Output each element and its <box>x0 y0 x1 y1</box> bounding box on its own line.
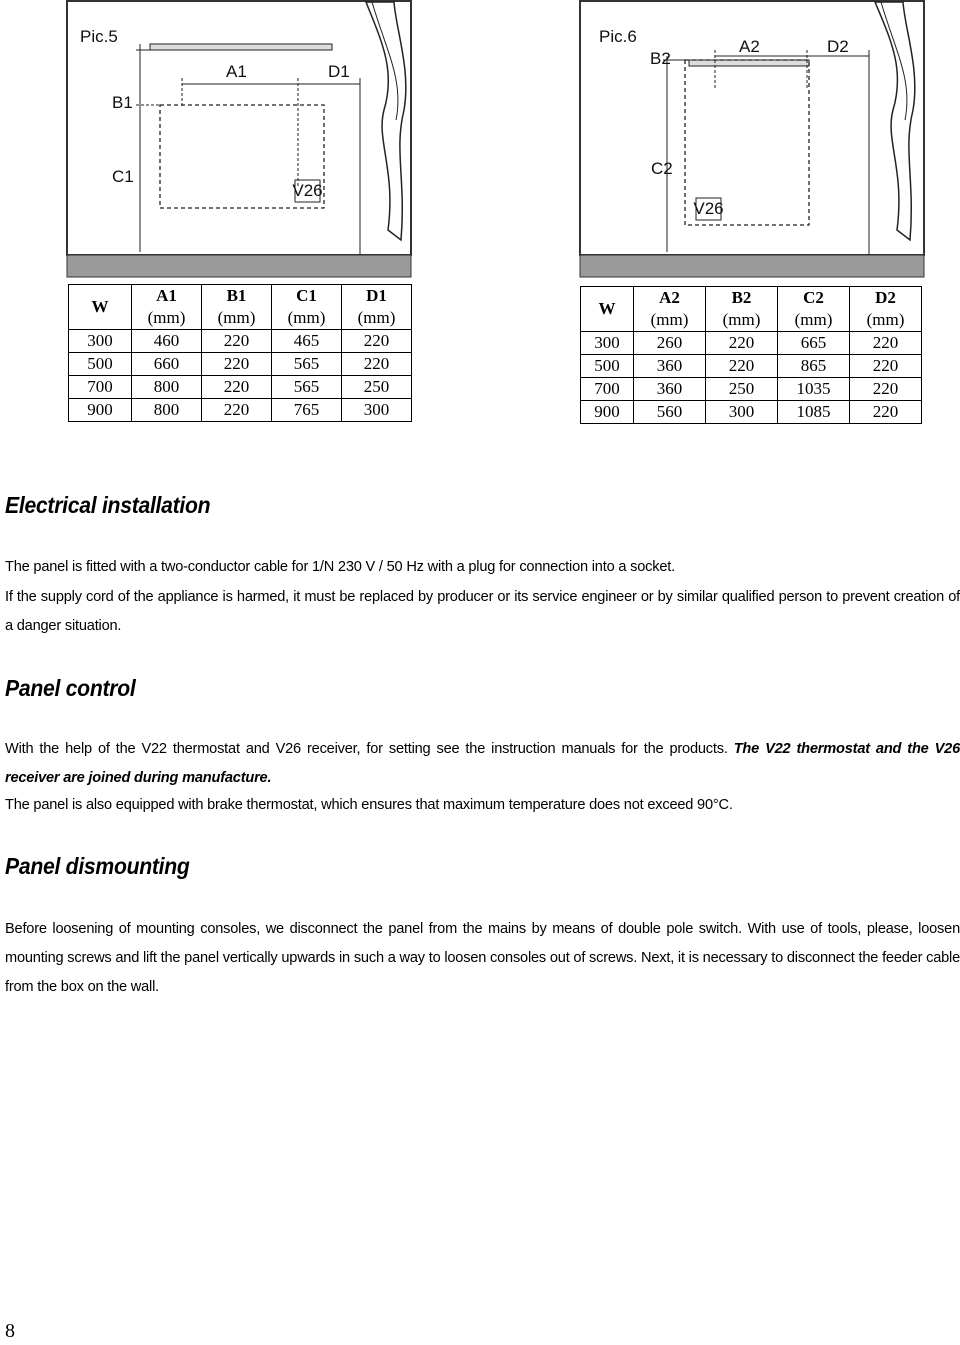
pic5-title: Pic.5 <box>80 27 118 46</box>
table-cell: 250 <box>342 376 412 399</box>
pic5-figure <box>66 0 412 278</box>
electrical-paragraph-1: The panel is fitted with a two-conductor cable for 1/N 230 V / 50 Hz with a plug for connection into a socket. <box>5 559 675 575</box>
table-cell: 500 <box>69 353 132 376</box>
table-header: A2 (mm) <box>634 287 706 332</box>
page-number: 8 <box>5 1320 15 1342</box>
table-row <box>581 332 922 355</box>
table-row <box>69 399 412 422</box>
control-paragraph-1: With the help of the V22 thermostat and V26 receiver, for setting see the instruction manuals for the products. The V22 thermostat and the V26 receiver are joined during manufacture. <box>5 741 960 786</box>
control-emphasis: The V22 thermostat and the V26 receiver are joined during manufacture. <box>5 741 960 786</box>
table-cell: 220 <box>202 399 272 422</box>
table-cell: 300 <box>69 330 132 353</box>
pic6-title: Pic.6 <box>599 27 637 46</box>
table-header: B2 (mm) <box>706 287 778 332</box>
table-cell: 360 <box>634 355 706 378</box>
table-row <box>69 330 412 353</box>
dismounting-paragraph-1: Before loosening of mounting consoles, we disconnect the panel from the mains by means of double pole switch. With use of tools, please, loosen mounting screws and lift the panel vertically upwards in such a way to loosen consoles out of screws. Next, it is necessary to disconnect the feeder cable from the box on the wall. <box>5 921 960 995</box>
table-header: W <box>69 285 132 330</box>
table-cell: 220 <box>202 376 272 399</box>
table-cell: 465 <box>272 330 342 353</box>
table-header-row <box>69 285 412 330</box>
table-cell: 220 <box>850 378 922 401</box>
table-cell: 765 <box>272 399 342 422</box>
table-header-row <box>581 287 922 332</box>
table-header: B1 (mm) <box>202 285 272 330</box>
table-cell: 300 <box>581 332 634 355</box>
table-header: C1 (mm) <box>272 285 342 330</box>
pic6-figure <box>579 0 925 278</box>
electrical-paragraph-2: If the supply cord of the appliance is harmed, it must be replaced by producer or its service engineer or by similar qualified person to prevent creation of a danger situation. <box>5 589 960 634</box>
table-cell: 800 <box>132 376 202 399</box>
table-cell: 700 <box>69 376 132 399</box>
dimension-table-pic5 <box>68 284 412 422</box>
table-cell: 665 <box>778 332 850 355</box>
pic5-device-label: V26 <box>292 181 323 200</box>
table-header: W <box>581 287 634 332</box>
table-cell: 220 <box>706 355 778 378</box>
table-cell: 220 <box>342 353 412 376</box>
table-cell: 260 <box>634 332 706 355</box>
table-cell: 565 <box>272 353 342 376</box>
section-heading-control: Panel control <box>5 675 136 701</box>
table-row <box>581 355 922 378</box>
table-cell: 220 <box>706 332 778 355</box>
table-row <box>69 353 412 376</box>
pic6-label-c: C2 <box>651 159 673 178</box>
table-cell: 220 <box>850 401 922 424</box>
table-row <box>69 376 412 399</box>
table-header: A1 (mm) <box>132 285 202 330</box>
pic6-label-b: B2 <box>650 49 671 68</box>
table-header: D2 (mm) <box>850 287 922 332</box>
pic6-label-d: D2 <box>827 37 849 56</box>
pic6-label-a: A2 <box>739 37 760 56</box>
pic5-label-a: A1 <box>226 62 247 81</box>
table-cell: 220 <box>850 332 922 355</box>
section-heading-dismounting: Panel dismounting <box>5 853 190 879</box>
pic6-device-label: V26 <box>693 199 724 218</box>
pic5-label-c: C1 <box>112 167 134 186</box>
table-cell: 220 <box>202 353 272 376</box>
table-cell: 560 <box>634 401 706 424</box>
pic5-label-b: B1 <box>112 93 133 112</box>
table-cell: 460 <box>132 330 202 353</box>
table-cell: 250 <box>706 378 778 401</box>
table-cell: 800 <box>132 399 202 422</box>
table-cell: 220 <box>202 330 272 353</box>
table-cell: 1085 <box>778 401 850 424</box>
table-cell: 900 <box>581 401 634 424</box>
table-cell: 500 <box>581 355 634 378</box>
table-row <box>581 378 922 401</box>
table-cell: 1035 <box>778 378 850 401</box>
table-cell: 220 <box>850 355 922 378</box>
table-cell: 220 <box>342 330 412 353</box>
section-heading-electrical: Electrical installation <box>5 492 211 518</box>
table-cell: 360 <box>634 378 706 401</box>
pic5-label-d: D1 <box>328 62 350 81</box>
table-header: C2 (mm) <box>778 287 850 332</box>
dimension-table-pic6 <box>580 286 922 424</box>
control-paragraph-2: The panel is also equipped with brake thermostat, which ensures that maximum temperature does not exceed 90°C. <box>5 797 733 813</box>
table-header: D1 (mm) <box>342 285 412 330</box>
table-cell: 300 <box>706 401 778 424</box>
table-row <box>581 401 922 424</box>
table-cell: 700 <box>581 378 634 401</box>
table-cell: 900 <box>69 399 132 422</box>
table-cell: 565 <box>272 376 342 399</box>
table-cell: 865 <box>778 355 850 378</box>
table-cell: 300 <box>342 399 412 422</box>
table-cell: 660 <box>132 353 202 376</box>
